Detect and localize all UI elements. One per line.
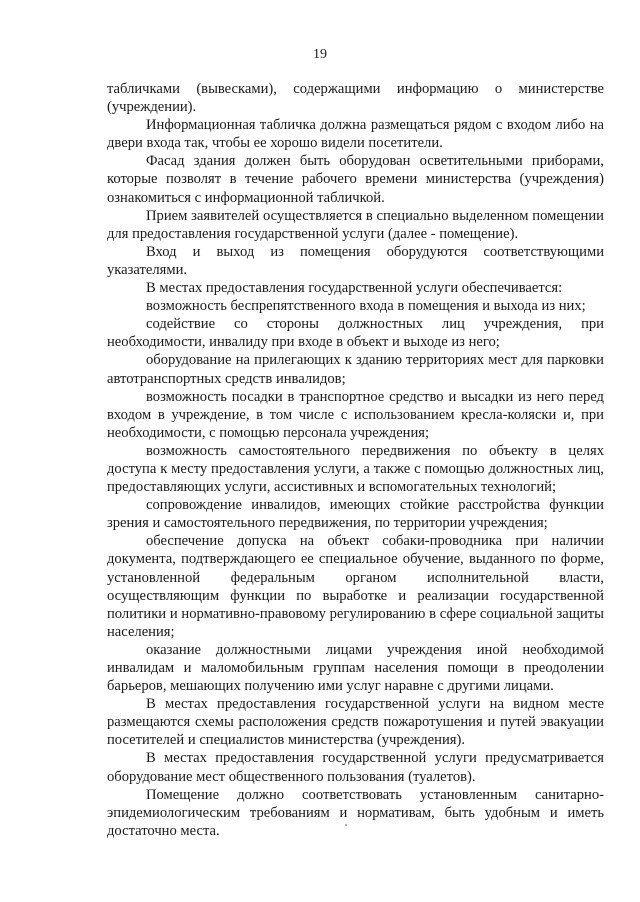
paragraph: Фасад здания должен быть оборудован осветительными приборами, которые позволят в течение рабочего времени министерства (учреждения) ознакомиться с информационной табличкой.: [107, 153, 604, 206]
list-item: содействие со стороны должностных лиц учреждения, при необходимости, инвалиду при входе в объект и выходе из него;: [107, 316, 604, 351]
list-item: возможность беспрепятственного входа в помещения и выхода из них;: [146, 298, 586, 315]
list-item: возможность посадки в транспортное средство и высадки из него перед входом в учреждение, в том числе с использованием кресла-коляски и, при необходимости, с помощью персонала учреждения;: [107, 388, 604, 441]
list-item: оказание должностными лицами учреждения иной необходимой инвалидам и маломобильным группам населения помощи в преодолении барьеров, мешающих получению ими услуг наравне с другими лицами.: [107, 641, 604, 695]
page-number: 19: [313, 47, 327, 62]
paragraph: Помещение должно соответствовать установленным санитарно-эпидемиологическим требованиям и нормативам, быть удобным и иметь достаточно места.: [107, 786, 604, 839]
list-item: сопровождение инвалидов, имеющих стойкие расстройства функции зрения и самостоятельного передвижения, по территории учреждения;: [107, 497, 604, 532]
paragraph: В местах предоставления государственной услуги обеспечивается:: [146, 280, 563, 297]
paragraph: Прием заявителей осуществляется в специально выделенном помещении для предоставления государственной услуги (далее - помещение).: [107, 207, 604, 242]
body-text: [107, 80, 604, 840]
paragraph: табличками (вывесками), содержащими информацию о министерстве (учреждении).: [107, 81, 604, 116]
list-item: обеспечение допуска на объект собаки-проводника при наличии документа, подтверждающего ее специальное обучение, выданного по форме, установленной федеральным органом исполнительной власти, осуществляющим функции по выработке и реализации государственной политики и нормативно-правовому регулированию в сфере социальной защиты населения;: [107, 533, 604, 640]
list-item: оборудование на прилегающих к зданию территориях мест для парковки автотранспортных средств инвалидов;: [107, 352, 604, 387]
paragraph: В местах предоставления государственной услуги предусматривается оборудование мест общественного пользования (туалетов).: [107, 750, 604, 785]
scan-speck: [345, 824, 347, 826]
paragraph: В местах предоставления государственной услуги на видном месте размещаются схемы расположения средств пожаротушения и путей эвакуации посетителей и специалистов министерства (учреждения).: [107, 696, 604, 749]
list-item: возможность самостоятельного передвижения по объекту в целях доступа к месту предоставления услуги, а также с помощью должностных лиц, предоставляющих услуги, ассистивных и вспомогательных технологий;: [107, 442, 604, 496]
paragraph: Информационная табличка должна размещаться рядом с входом либо на двери входа так, чтобы ее хорошо видели посетители.: [107, 117, 604, 152]
paragraph: Вход и выход из помещения оборудуются соответствующими указателями.: [107, 243, 604, 278]
